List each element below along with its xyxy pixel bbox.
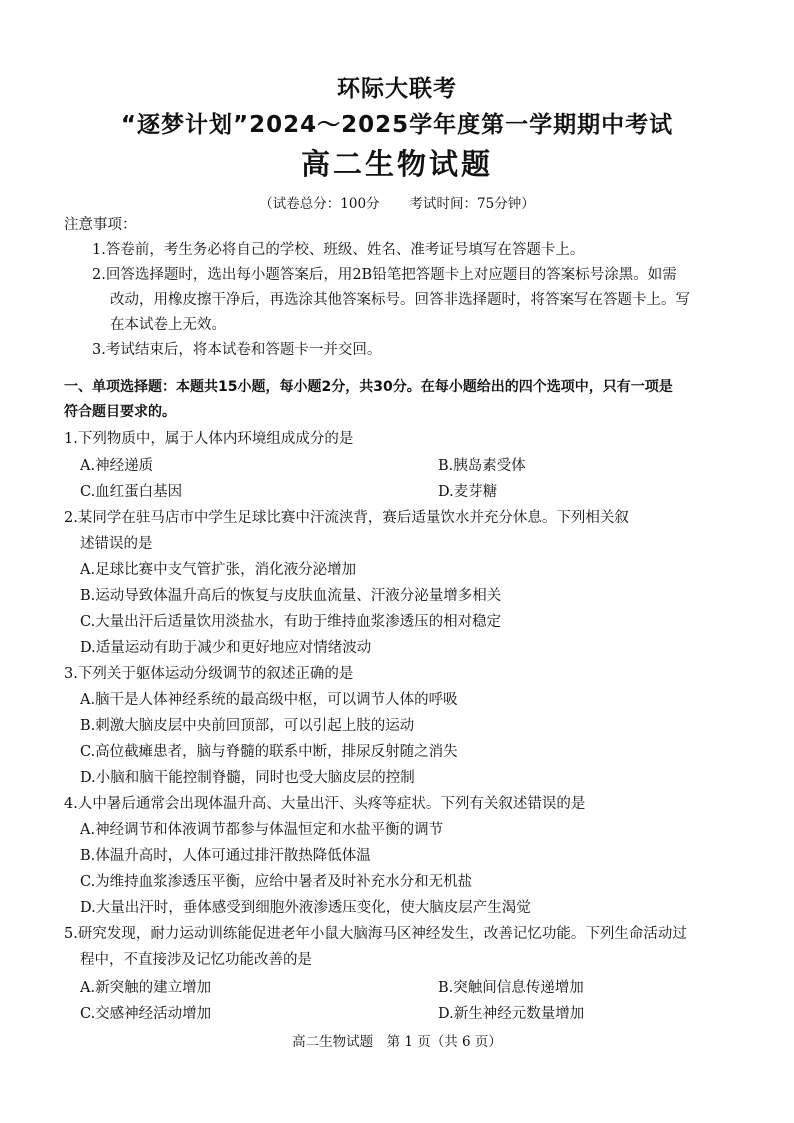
- section-heading-cont: 符合题目要求的。: [64, 404, 176, 420]
- notice-item-2: 2.回答选择题时，选出每小题答案后，用2B铅笔把答题卡上对应题目的答案标号涂黑。如需: [92, 267, 677, 283]
- option-c: C.血红蛋白基因: [80, 484, 183, 500]
- notice-heading: 注意事项：: [64, 217, 137, 233]
- option-b: B.运动导致体温升高后的恢复与皮肤血流量、汗液分泌量增多相关: [80, 588, 502, 604]
- option-b: B.胰岛素受体: [438, 458, 526, 474]
- notice-item-1: 1.答卷前，考生务必将自己的学校、班级、姓名、准考证号填写在答题卡上。: [92, 242, 585, 258]
- notice-item-3: 3.考试结束后，将本试卷和答题卡一并交回。: [92, 342, 382, 358]
- exam-info: [0, 192, 794, 212]
- option-c: C.高位截瘫患者，脑与脊髓的联系中断，排尿反射随之消失: [80, 744, 458, 760]
- option-a: A.足球比赛中支气管扩张，消化液分泌增加: [80, 562, 357, 578]
- notice-item-2-cont: 改动，用橡皮擦干净后，再选涂其他答案标号。回答非选择题时，将答案写在答题卡上。写: [110, 292, 690, 308]
- option-d: D.小脑和脑干能控制脊髓，同时也受大脑皮层的控制: [80, 770, 415, 786]
- option-c: C.交感神经活动增加: [80, 1006, 212, 1022]
- question-stem: 1.下列物质中，属于人体内环境组成成分的是: [64, 431, 354, 447]
- option-d: D.大量出汗时，垂体感受到细胞外液渗透压变化，使大脑皮层产生渴觉: [80, 900, 531, 916]
- option-a: A.神经调节和体液调节都参与体温恒定和水盐平衡的调节: [80, 822, 444, 838]
- question-stem-cont: 程中，不直接涉及记忆功能改善的是: [80, 952, 312, 968]
- question-stem-cont: 述错误的是: [80, 536, 153, 552]
- option-c: C.为维持血浆渗透压平衡，应给中暑者及时补充水分和无机盐: [80, 874, 473, 890]
- option-d: D.麦芽糖: [438, 484, 498, 500]
- total-score: （试卷总分：100分: [259, 196, 380, 212]
- option-c: C.大量出汗后适量饮用淡盐水，有助于维持血浆渗透压的相对稳定: [80, 614, 502, 630]
- time-limit: 考试时间：75分钟）: [409, 196, 535, 212]
- question-stem: 5.研究发现，耐力运动训练能促进老年小鼠大脑海马区神经发生，改善记忆功能。下列生命活动过: [64, 926, 687, 942]
- question-stem: 4.人中暑后通常会出现体温升高、大量出汗、头疼等症状。下列有关叙述错误的是: [64, 796, 586, 812]
- notice-item-2-cont: 在本试卷上无效。: [110, 317, 226, 333]
- section-heading: 一、单项选择题：本题共15小题，每小题2分，共30分。在每小题给出的四个选项中，只有一项是: [64, 379, 673, 395]
- option-b: B.突触间信息传递增加: [438, 980, 584, 996]
- question-stem: 2.某同学在驻马店市中学生足球比赛中汗流浃背，赛后适量饮水并充分休息。下列相关叙: [64, 510, 629, 526]
- option-d: D.适量运动有助于减少和更好地应对情绪波动: [80, 640, 372, 656]
- option-b: B.体温升高时，人体可通过排汗散热降低体温: [80, 848, 371, 864]
- question-stem: 3.下列关于躯体运动分级调节的叙述正确的是: [64, 666, 354, 682]
- subject-title: 高二生物试题: [300, 147, 493, 181]
- exam-name: “逐梦计划”2024～2025学年度第一学期期中考试: [120, 112, 674, 138]
- option-a: A.脑干是人体神经系统的最高级中枢，可以调节人体的呼吸: [80, 692, 458, 708]
- option-a: A.神经递质: [80, 458, 154, 474]
- option-a: A.新突触的建立增加: [80, 980, 212, 996]
- page-footer: 高二生物试题 第 1 页（共 6 页）: [292, 1034, 502, 1050]
- org-title: 环际大联考: [337, 76, 457, 102]
- option-b: B.刺激大脑皮层中央前回顶部，可以引起上肢的运动: [80, 718, 415, 734]
- option-d: D.新生神经元数量增加: [438, 1006, 585, 1022]
